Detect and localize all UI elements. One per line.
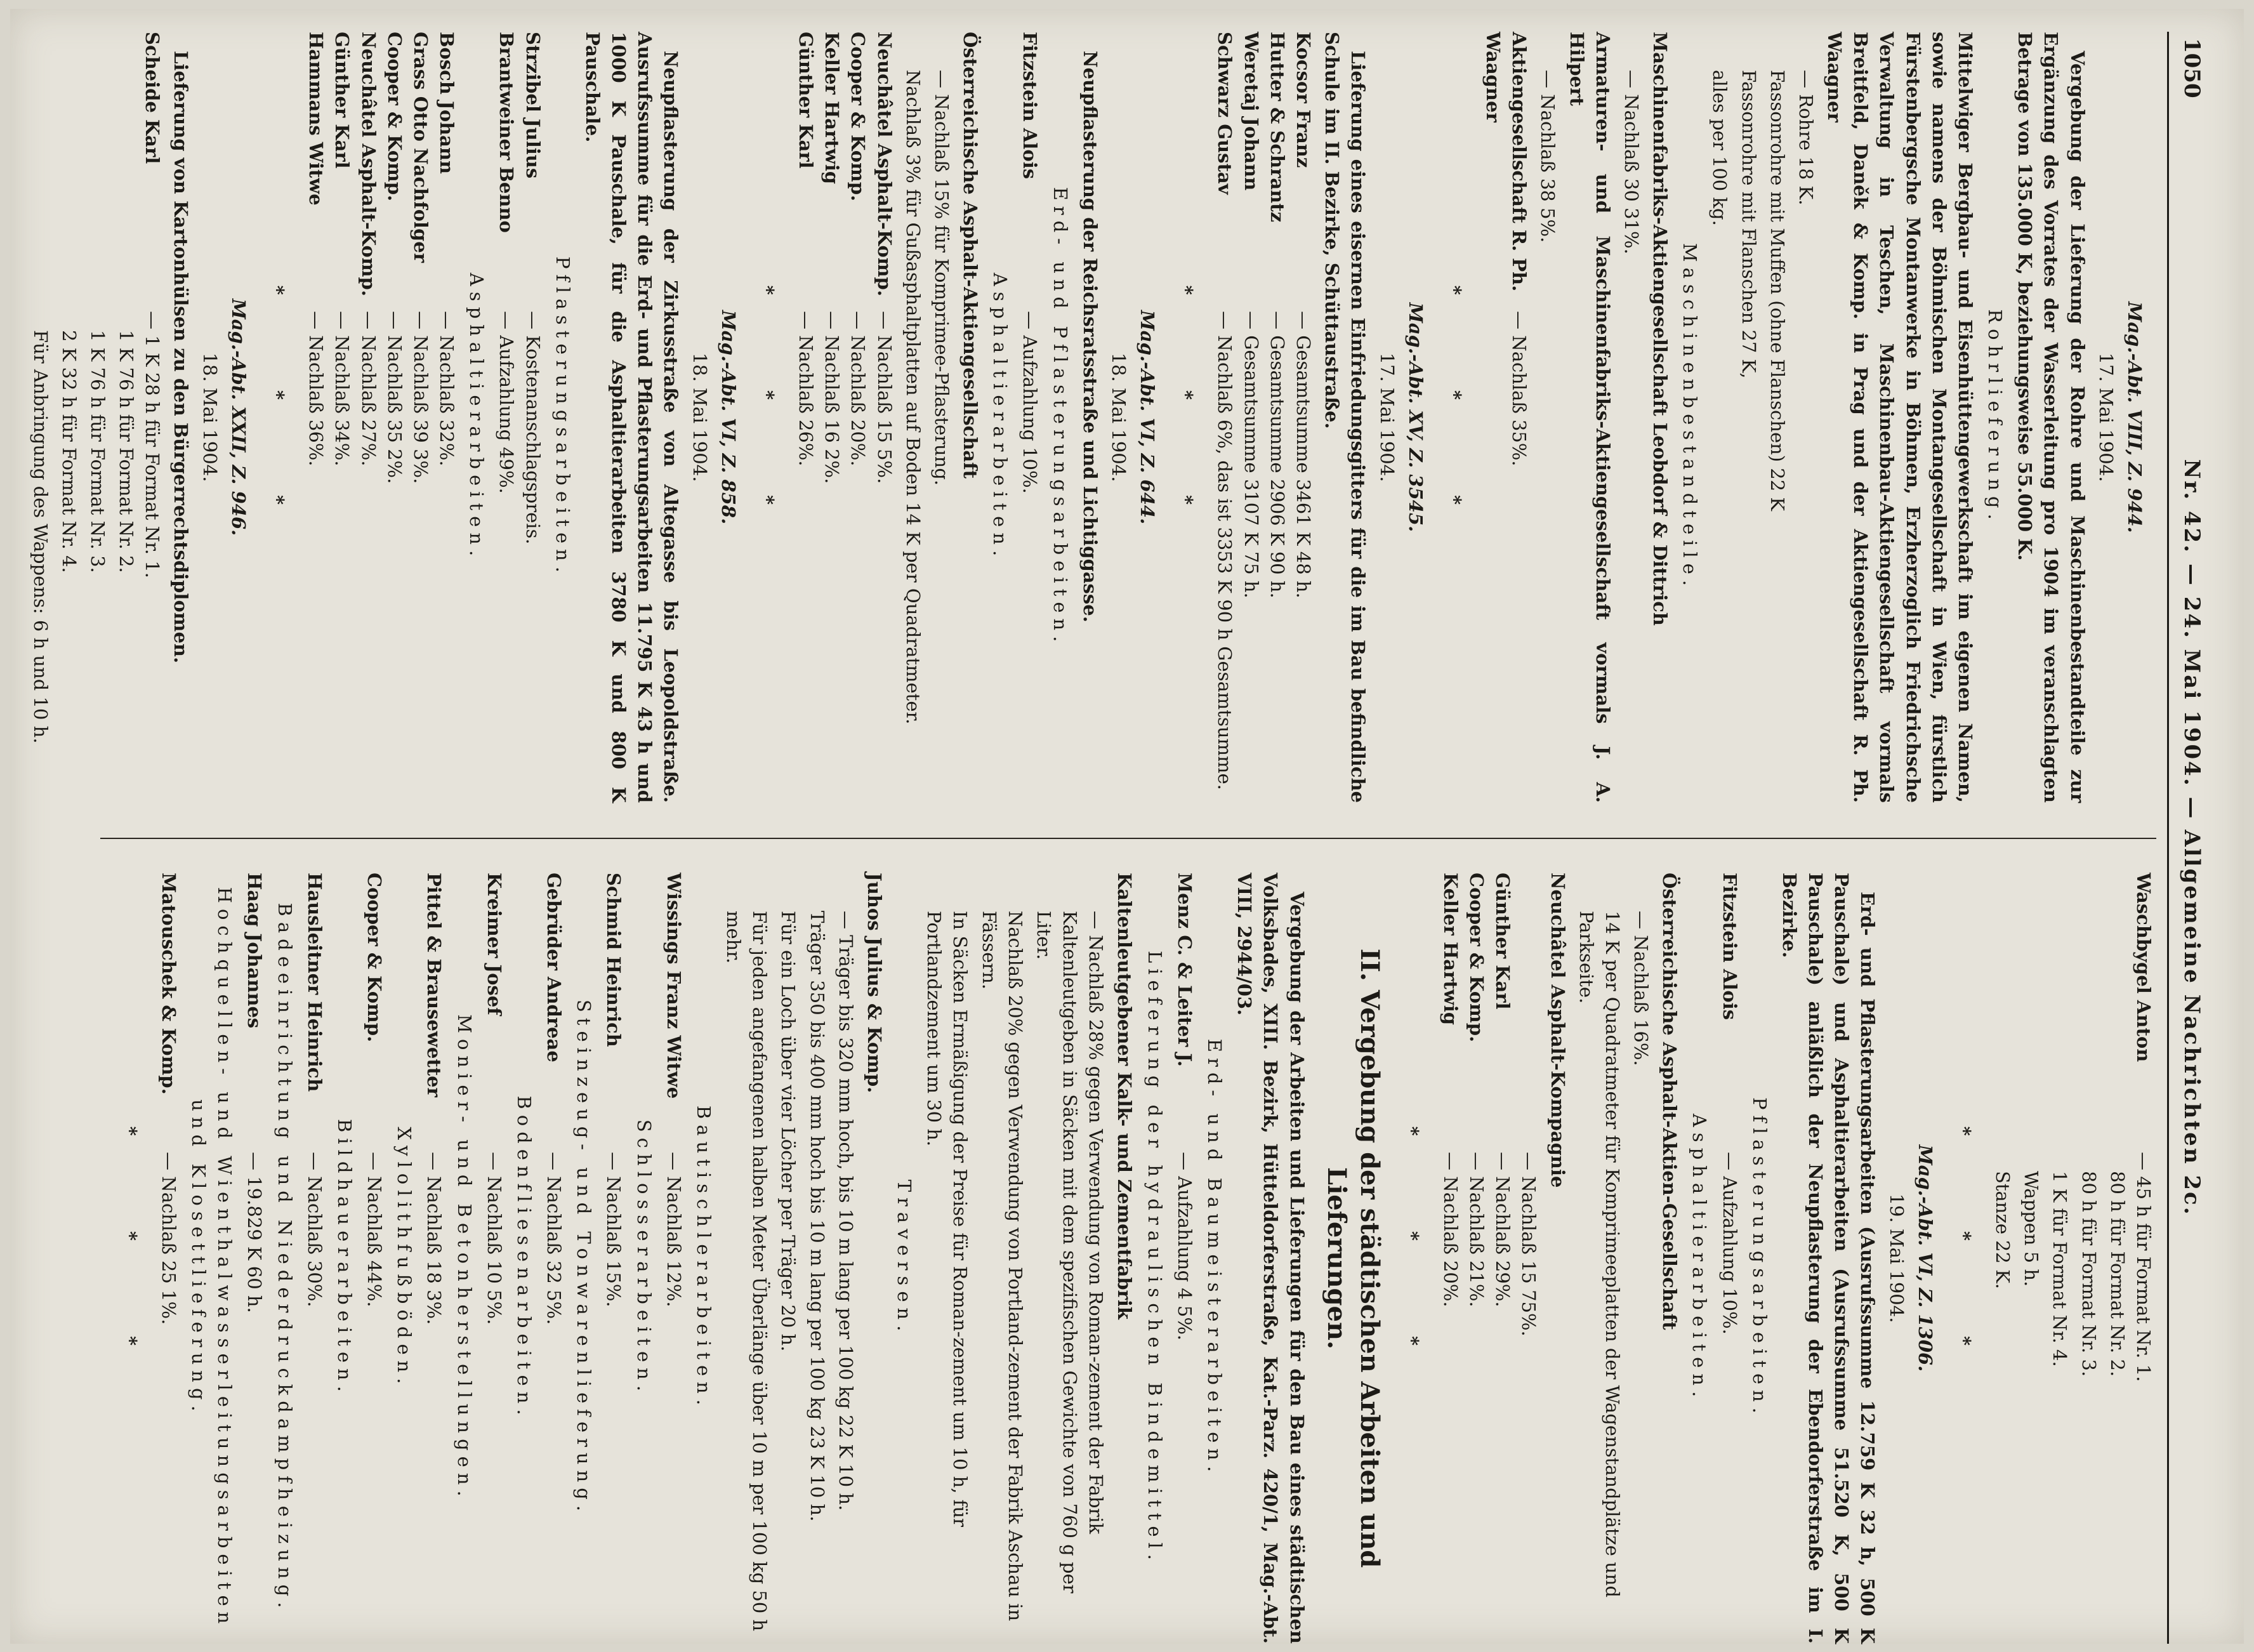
offer-row <box>433 32 459 803</box>
offer-value: — Nachlaß 18 3%. <box>423 1152 445 1325</box>
firm-name: Fitzstein Alois <box>1019 32 1041 180</box>
notice-subject: Vergebung der Lieferung der Rohre und Maschinenbestandteile zur Ergänzung des Vorrates der Wasserleitung pro 1904 im veranschlagten Betrage von 135.000 K, beziehungsweise 55.000 K. <box>2014 32 2088 803</box>
offer-value: — Gesamtsumme 3461 K 48 h. <box>1293 311 1315 598</box>
firm-name: Grass Otto Nachfolger <box>409 32 432 263</box>
offer-value: — Nachlaß 30%. <box>303 1152 326 1307</box>
offer-row <box>493 32 519 803</box>
offer-row <box>361 873 387 1644</box>
offer-line: 1 K 76 h für Format Nr. 3. <box>86 330 109 573</box>
department-ref: Mag.-Abt. VI, Z. 644. <box>1137 310 1159 525</box>
offer-line: In Säcken Ermäßigung der Preise für Roman-zement um 10 h, für Portlandzement um 30 h. <box>923 911 972 1528</box>
offer-line: Für jeden angefangenen halben Meter Überlänge über 10 m per 100 kg 50 h mehr. <box>723 911 771 1632</box>
offer-value: — Aufzahlung 4 5%. <box>1173 1152 1196 1341</box>
offer-line: Nachlaß 3% für Gußasphaltplatten auf Boden 14 K per Quadratmeter. <box>902 70 924 725</box>
firm-name: Neuchâtel Asphalt-Kompagnie <box>1546 873 1569 1188</box>
firm-name: Strzibel Julius <box>522 32 544 179</box>
notice-date: 18. Mai 1904. <box>199 352 221 482</box>
section-heading: Maschinenbestandteile. <box>1679 242 1701 592</box>
notice-block <box>264 32 741 803</box>
firm-name: Schwarz Gustav <box>1214 32 1236 195</box>
notice-subject: Lieferung von Kartonhülsen zu den Bürgerrechtsdiplomen. <box>170 51 192 664</box>
section-heading: Bildhauerarbeiten. <box>333 1119 355 1398</box>
offer-row <box>793 32 819 803</box>
notice-date: 17. Mai 1904. <box>2095 352 2117 482</box>
offer-value: — Nachlaß 27%. <box>357 311 379 466</box>
offer-value: — Nachlaß 26%. <box>795 311 817 466</box>
firm-name: Kocsor Franz <box>1293 32 1315 168</box>
offer-line: Fassonrohre mit Muffen (ohne Flanschen) 22 K <box>1766 70 1788 512</box>
firm-name: Cooper & Komp. <box>1466 873 1488 1043</box>
offer-value: — Nachlaß 32 5%. <box>543 1152 565 1325</box>
firm-name: Matouschek & Komp. <box>157 873 180 1095</box>
firm-name: Günther Karl <box>1492 873 1514 1010</box>
journal-title: Allgemeine Nachrichten 2c. <box>2179 829 2205 1217</box>
notice-date: 19. Mai 1904. <box>1885 1193 1908 1323</box>
offer-value: — Nachlaß 6%, das ist 3353 K 90 h Gesamtsumme. <box>1214 311 1236 790</box>
offer-value: — Nachlaß 15 5%. <box>873 311 895 484</box>
offer-value: — Aufzahlung 10%. <box>1718 1152 1741 1335</box>
section-heading: Asphaltierarbeiten. <box>989 272 1012 562</box>
offer-row <box>1211 32 1237 803</box>
offer-line: Wappen 5 h. <box>2020 1171 2043 1287</box>
offer-value: — 19.829 K 60 h. <box>244 1152 266 1313</box>
offer-row <box>1515 873 1541 1644</box>
offer-row <box>661 873 687 1644</box>
offer-row <box>1290 32 1316 803</box>
offer-value: — Nachlaß 35%. <box>1508 311 1531 466</box>
offer-value: — Kostenanschlagspreis. <box>522 311 544 545</box>
offer-value: — Nachlaß 10 5%. <box>483 1152 505 1325</box>
section-heading: Steinzeug- und Tonwarenlieferung. <box>573 999 595 1517</box>
offer-row <box>600 873 626 1644</box>
notice-block <box>27 32 251 803</box>
offer-value: — Nachlaß 36%. <box>305 311 327 466</box>
offer-value: — Nachlaß 34%. <box>331 311 353 466</box>
section-heading: Erd- und Baumeisterarbeiten. <box>1204 1038 1226 1478</box>
offer-value: — Nachlaß 15%. <box>603 1152 625 1307</box>
firm-name: Mittelwiger Bergbau- und Eisenhüttengewerkschaft im eigenen Namen, sowie namens der Böhmischen Montangesellschaft in Wien, fürstlich Fürstenbergsche Montanwerke in Böhmen, Erzherzoglich Friedrichsche Verwaltung in Teschen, Maschinenbau-Aktiengesellschaft vormals Breitfeld, Daněk & Komp. in Prag und der Aktiengesellschaft R. Ph. Waagner <box>1824 32 1976 803</box>
offer-value: — Nachlaß 20%. <box>847 311 869 466</box>
section-heading: Badeeinrichtung und Niederdruckdampfheizung. <box>274 902 296 1614</box>
offer-row <box>845 32 871 803</box>
firm-name: Maschinenfabriks-Aktiengesellschaft Leobdorf & Dittrich <box>1649 32 1671 626</box>
offer-value: — Nachlaß 20%. <box>1439 1152 1461 1307</box>
firm-name: Keller Hartwig <box>1439 873 1461 1026</box>
offer-value: — Nachlaß 35 2%. <box>383 311 405 484</box>
department-ref: Mag.-Abt. VI, Z. 1306. <box>1914 1144 1936 1372</box>
page-number: 1050 <box>2179 38 2205 98</box>
offer-line: Für Anbringung des Wappens: 6 h und 10 h. <box>29 330 51 744</box>
firm-name: Fitzstein Alois <box>1718 873 1741 1021</box>
separator-stars: * * * <box>1175 285 1197 550</box>
firm-name: Günther Karl <box>331 32 353 169</box>
department-ref: Mag.-Abt. XXII, Z. 946. <box>227 298 249 536</box>
firm-name: Neuchâtel Asphalt-Komp. <box>357 32 379 296</box>
section-title: II. Vergebung der städtischen Arbeiten und Lieferungen. <box>1321 948 1385 1568</box>
offer-row <box>355 32 381 803</box>
notice-subject: Lieferung eines eisernen Einfriedungsgitters für die im Bau befindliche Schule im II. Bezirke, Schüttaustraße. <box>1321 32 1369 803</box>
notice-date: 18. Mai 1904. <box>689 352 711 482</box>
firm-name: Hausleitner Heinrich <box>303 873 326 1092</box>
section-heading: Erd- und Pflasterungsarbeiten. <box>1049 187 1071 648</box>
issue-line <box>2179 32 2205 1644</box>
section-heading: Traversen. <box>893 1179 916 1337</box>
offer-value: — Nachlaß 29%. <box>1492 1152 1514 1307</box>
right-column <box>88 873 2156 1644</box>
firm-name: Juhos Julius & Komp. <box>863 873 885 1094</box>
offer-line: — Nachlaß 15% für Komprimee-Pflasterung. <box>930 70 952 486</box>
section-heading: Pflasterungsarbeiten. <box>551 256 574 579</box>
separator-stars: * * * <box>267 285 288 550</box>
section-heading: Xylolithfußböden. <box>393 1127 416 1390</box>
offer-value: — 45 h für Format Nr. 1. <box>2133 1152 2154 1382</box>
separator-stars: * * * <box>1401 1126 1423 1391</box>
firm-name: Cooper & Komp. <box>383 32 405 202</box>
notice-block <box>1399 873 1938 1644</box>
offer-row <box>519 32 545 803</box>
offer-row <box>139 32 165 803</box>
offer-line: Für ein Loch über vier Löcher per Träger 20 h. <box>777 911 800 1352</box>
column-divider <box>100 838 2156 839</box>
offer-value: — Aufzahlung 10%. <box>1019 311 1041 494</box>
firm-name: Brantweiner Benno <box>496 32 518 233</box>
separator-stars: * * * <box>119 1126 141 1391</box>
separator-stars: * * * <box>1443 285 1465 550</box>
offer-line: Träger 350 bis 400 mm hoch bis 10 m lang per 100 kg 23 K 10 h. <box>806 911 828 1522</box>
offer-row <box>481 873 507 1644</box>
firm-name: Haag Johannes <box>244 873 266 1029</box>
offer-row <box>329 32 355 803</box>
offer-value: — Nachlaß 12%. <box>662 1152 685 1307</box>
header-rule <box>2167 32 2169 1644</box>
firm-name: Cooper & Komp. <box>364 873 386 1043</box>
offer-line: 1 K 76 h für Format Nr. 2. <box>115 330 138 573</box>
offer-line: — Rohre 18 K. <box>1795 70 1817 206</box>
offer-row <box>1017 32 1043 803</box>
firm-name: Waschbygel Anton <box>2133 873 2154 1062</box>
department-ref: Mag.-Abt. VIII, Z. 944. <box>2124 301 2145 533</box>
offer-row <box>1264 32 1290 803</box>
section-heading: Monier- und Betonherstellungen. <box>453 1014 475 1502</box>
offer-row <box>421 873 447 1644</box>
firm-name: Weretaj Johann <box>1240 32 1262 191</box>
firm-name: Neuchâtel Asphalt-Komp. <box>873 32 895 296</box>
offer-line: — Nachlaß 38 5%. <box>1537 70 1559 243</box>
offer-value: — Nachlaß 15 75%. <box>1518 1152 1540 1337</box>
section-heading: Rohrlieferung. <box>1984 309 2007 525</box>
page-header <box>2166 32 2211 1644</box>
section-heading: Schlosserarbeiten. <box>633 1119 655 1398</box>
firm-name: Hammans Witwe <box>305 32 327 206</box>
firm-name: Pittel & Brausewetter <box>423 873 445 1097</box>
offer-line: 2 K 32 h für Format Nr. 4. <box>58 330 80 573</box>
section-heading: Bodenfliesenarbeiten. <box>513 1095 535 1421</box>
section-heading: Hochquellen- und Wienthalwasserleitungsarbeiten und Klosettlieferung. <box>188 887 236 1630</box>
scanned-sheet <box>10 9 2244 1644</box>
section-heading: Asphaltierarbeiten. <box>466 272 488 562</box>
section-heading: Asphaltierarbeiten. <box>1689 1113 1711 1403</box>
offer-row <box>1171 873 1197 1644</box>
offer-line: 1 K für Format Nr. 4. <box>2049 1171 2071 1367</box>
firm-name: Kreimer Josef <box>483 873 505 1015</box>
offer-value: — Nachlaß 39 3%. <box>409 311 432 484</box>
offer-line: Fassonrohre mit Flanschen 27 K, <box>1737 70 1760 379</box>
section-heading: Bautischlerarbeiten. <box>692 1105 715 1411</box>
offer-line: 80 h für Format Nr. 2. <box>2106 1171 2128 1377</box>
offer-value: — Gesamtsumme 3107 K 75 h. <box>1240 311 1262 598</box>
notice-subject: Erd- und Pflasterungsarbeiten (Ausrufssumme 12.759 K 32 h, 500 K Pauschale) und Asphaltierarbeiten (Ausrufssumme 51.520 K, 500 K Pauschale) anläßlich der Neupflasterung der Ebendorferstraße im I. Bezirke. <box>1778 873 1879 1644</box>
offer-value: — Nachlaß 21%. <box>1466 1152 1488 1307</box>
issue-date: Nr. 42. — 24. Mai 1904. — <box>2179 459 2205 821</box>
firm-name: Cooper & Komp. <box>847 32 869 202</box>
offer-line: — Nachlaß 16%. <box>1630 911 1652 1066</box>
notice-block <box>1173 32 1428 803</box>
offer-value: — Nachlaß 25 1%. <box>157 1152 180 1325</box>
offer-line: — Nachlaß 30 31%. <box>1620 70 1642 254</box>
department-ref: Mag.-Abt. XV, Z. 3545. <box>1404 302 1427 532</box>
firm-name: Keller Hartwig <box>821 32 843 185</box>
separator-stars: * * * <box>1953 1126 1975 1391</box>
offer-row <box>1238 32 1264 803</box>
offer-value: — Nachlaß 16 2%. <box>821 311 843 484</box>
offer-row <box>541 873 567 1644</box>
offer-line: 80 h für Format Nr. 3. <box>2078 1171 2100 1377</box>
notice-subject: Vergebung der Arbeiten und Lieferungen für den Bau eines städtischen Volksbades, XIII. Bezirk, Hütteldorferstraße, Kat.-Parz. 420/1, Mag.-Abt. VIII, 2944/03. <box>1234 873 1308 1644</box>
offer-row <box>241 873 267 1644</box>
firm-name: Aktiengesellschaft R. Ph. Waagner <box>1482 32 1531 292</box>
offer-row <box>2130 873 2156 1644</box>
notice-date: 18. Mai 1904. <box>1107 352 1130 482</box>
offer-value: — 1 K 28 h für Format Nr. 1. <box>142 311 164 578</box>
firm-name: Scheide Karl <box>142 32 164 164</box>
firm-name: Armaturen- und Maschinenfabriks-Aktiengesellschaft vormals J. A. Hilpert <box>1565 32 1614 803</box>
separator-stars: * * * <box>756 285 778 550</box>
firm-name: Hutter & Schrantz <box>1266 32 1288 223</box>
firm-name <box>1515 873 1541 1152</box>
section-heading: Pflasterungsarbeiten. <box>1748 1097 1770 1420</box>
offer-value: — Nachlaß 44%. <box>364 1152 386 1307</box>
notice-block <box>116 873 1309 1644</box>
offer-row <box>1480 32 1532 803</box>
firm-name: Österreichische Asphalt-Aktiengesellschaft <box>959 32 982 479</box>
notice-subject: Neupflasterung der Reichsratsstraße und Lichtiggasse. <box>1079 51 1101 623</box>
offer-row <box>1437 873 1463 1644</box>
offer-row <box>381 32 407 803</box>
notice-subject: Neupflasterung der Zirkusstraße von Altegasse bis Leopoldstraße. Ausrufssumme für die Erd- und Pflasterungsarbeiten 11.795 K 43 h und 1000 K Pauschale, für die Asphaltierarbeiten 3780 K und 800 K Pauschale. <box>581 32 682 803</box>
offer-value: — Aufzahlung 49%. <box>496 311 518 494</box>
left-column <box>29 32 2156 803</box>
firm-name: Bosch Johann <box>436 32 458 175</box>
offer-line: Stanze 22 K. <box>1992 1171 2014 1290</box>
offer-row <box>871 32 897 803</box>
offer-value: — Gesamtsumme 2906 K 90 h. <box>1266 311 1288 598</box>
firm-name: Günther Karl <box>795 32 817 169</box>
offer-row <box>1463 873 1489 1644</box>
offer-row <box>303 32 329 803</box>
firm-name: Österreichische Asphalt-Aktien-Gesellschaft <box>1659 873 1681 1330</box>
offer-row <box>301 873 327 1644</box>
offer-row <box>1716 873 1742 1644</box>
firm-name: Menz C. & Leiter J. <box>1173 873 1196 1067</box>
firm-name: Kaltenleutgebener Kalk- und Zementfabrik <box>1114 873 1136 1320</box>
offer-value: — Nachlaß 32%. <box>436 311 458 466</box>
notice-block <box>1951 873 2156 1644</box>
notice-date: 17. Mai 1904. <box>1376 352 1398 482</box>
offer-line: alles per 100 kg. <box>1709 70 1731 226</box>
offer-line: Nachlaß 20% gegen Verwendung von Portland-zement der Fabrik Aschau in Fässern. <box>978 911 1026 1622</box>
notice-block <box>754 32 1160 803</box>
printed-page <box>29 32 2211 1644</box>
offer-line: — Träger bis 320 mm hoch, bis 10 m lang per 100 kg 22 K 10 h. <box>834 911 857 1511</box>
offer-row <box>1489 873 1515 1644</box>
offer-row <box>819 32 845 803</box>
firm-name: Schmid Heinrich <box>603 873 625 1047</box>
offer-line: — Nachlaß 28% gegen Verwendung von Roman-zement der Fabrik Kaltenleutgeben in Säcken mit dem spezifischen Gewichte von 760 g per Liter. <box>1032 911 1107 1594</box>
offer-line: 14 K per Quadratmeter für Komprimeeplatten der Wagenstandplätze und Parkseite. <box>1575 911 1623 1598</box>
notice-block <box>1441 32 2147 803</box>
offer-row <box>407 32 433 803</box>
firm-name: Wissings Franz Witwe <box>662 873 685 1099</box>
section-heading: Lieferung der hydraulischen Bindemittel. <box>1143 951 1166 1566</box>
firm-name: Gebrüder Andreae <box>543 873 565 1062</box>
offer-row <box>155 873 181 1644</box>
department-ref: Mag.-Abt. VI, Z. 858. <box>717 310 739 525</box>
